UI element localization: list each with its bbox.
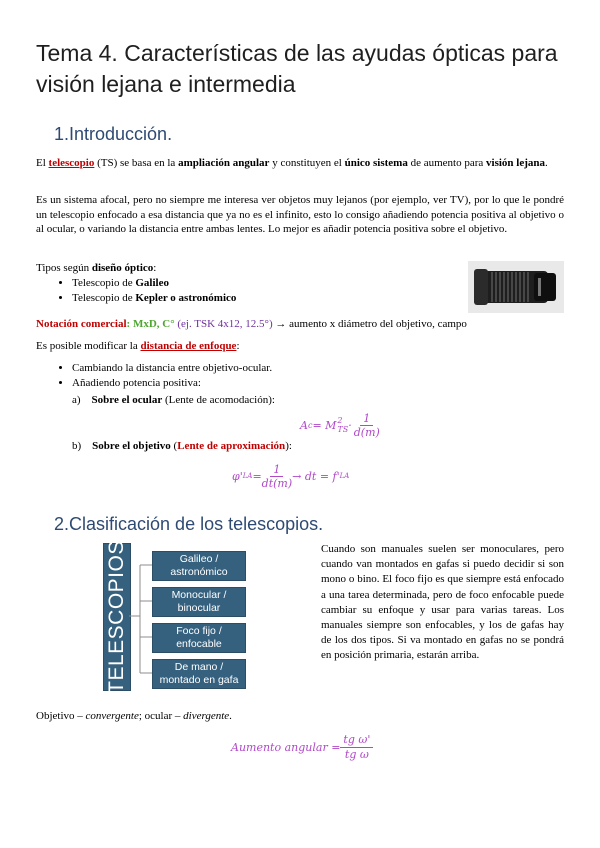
types-lead: Tipos según diseño óptico: bbox=[36, 262, 157, 274]
classification-description: Cuando son manuales suelen ser monoculares, pero cuando van montados en gafas si puedo decidir si son mono o bino. El foco fijo es que siempre está enfocado a una tarea determinada, pero de foco enfocable puede cambiar su enfoque y usar para varias tareas. Los manuales siempre son enfocables, y los de gafas hay de los dos tipos. Si va montado en gafas no se pondrá en posición primaria, estarán arriba. bbox=[321, 543, 564, 662]
diagram-connectors bbox=[129, 543, 153, 689]
diagram-box-galileo: Galileo / astronómico bbox=[152, 551, 246, 581]
diagram-box-mano: De mano / montado en gafa bbox=[152, 659, 246, 689]
option-b: b) Sobre el objetivo (Lente de aproximación): bbox=[72, 440, 292, 452]
commercial-notation: Notación comercial: MxD, C° (ej. TSK 4x12, 12.5°) → aumento x diámetro del objetivo, campo bbox=[36, 318, 467, 330]
formula-approximation: φ' LA = $\frac{1}{dt(m)}$ → dt = f' LA bbox=[232, 462, 350, 490]
list-item: • Telescopio de Kepler o astronómico bbox=[72, 291, 456, 306]
formula-accommodation: A c = M 2 TS · 1 d(m) bbox=[300, 411, 380, 439]
diagram-box-foco: Foco fijo / enfocable bbox=[152, 623, 246, 653]
types-list bbox=[36, 276, 456, 305]
section-heading-introduccion: 1.Introducción. bbox=[54, 124, 173, 144]
diagram-box-monocular: Monocular / binocular bbox=[152, 587, 246, 617]
diagram-root-label: TELESCOPIOS bbox=[105, 540, 128, 694]
formula-angular-magnification: Aumento angular = $\frac{\text{tg ω'}}{\text{tg ω}}$ bbox=[231, 730, 373, 764]
page-title: Tema 4. Características de las ayudas ópticas para visión lejana e intermedia bbox=[36, 40, 558, 97]
telescope-photo-icon bbox=[468, 261, 564, 313]
intro-paragraph: El telescopio (TS) se basa en la ampliación angular y constituyen el único sistema de aumento para visión lejana. bbox=[36, 157, 548, 169]
option-a: a) Sobre el ocular (Lente de acomodación): bbox=[72, 394, 275, 406]
section-heading-clasificacion: 2.Clasificación de los telescopios. bbox=[54, 514, 324, 534]
list-item: • Añadiendo potencia positiva: bbox=[72, 376, 564, 391]
focus-lead: Es posible modificar la distancia de enfoque: bbox=[36, 340, 240, 352]
objective-ocular-line: Objetivo – convergente; ocular – divergente. bbox=[36, 710, 232, 722]
list-item: • Cambiando la distancia entre objetivo-ocular. bbox=[72, 361, 564, 376]
afocal-paragraph: Es un sistema afocal, pero no siempre me interesa ver objetos muy lejanos (por ejemplo, ver TV), por lo que le pondré un telescopio enfocado a esa distancia que ya no es el infinito, esto lo consigo añadiendo potencia positiva al objetivo o al ocular, o variando la distancia entre ambas lentes. Lo mejor es añadir potencia positiva sobre el objetivo. bbox=[36, 194, 564, 235]
diagram-root bbox=[103, 540, 131, 694]
methods-list bbox=[36, 361, 564, 390]
list-item: • Telescopio de Galileo bbox=[72, 276, 456, 291]
